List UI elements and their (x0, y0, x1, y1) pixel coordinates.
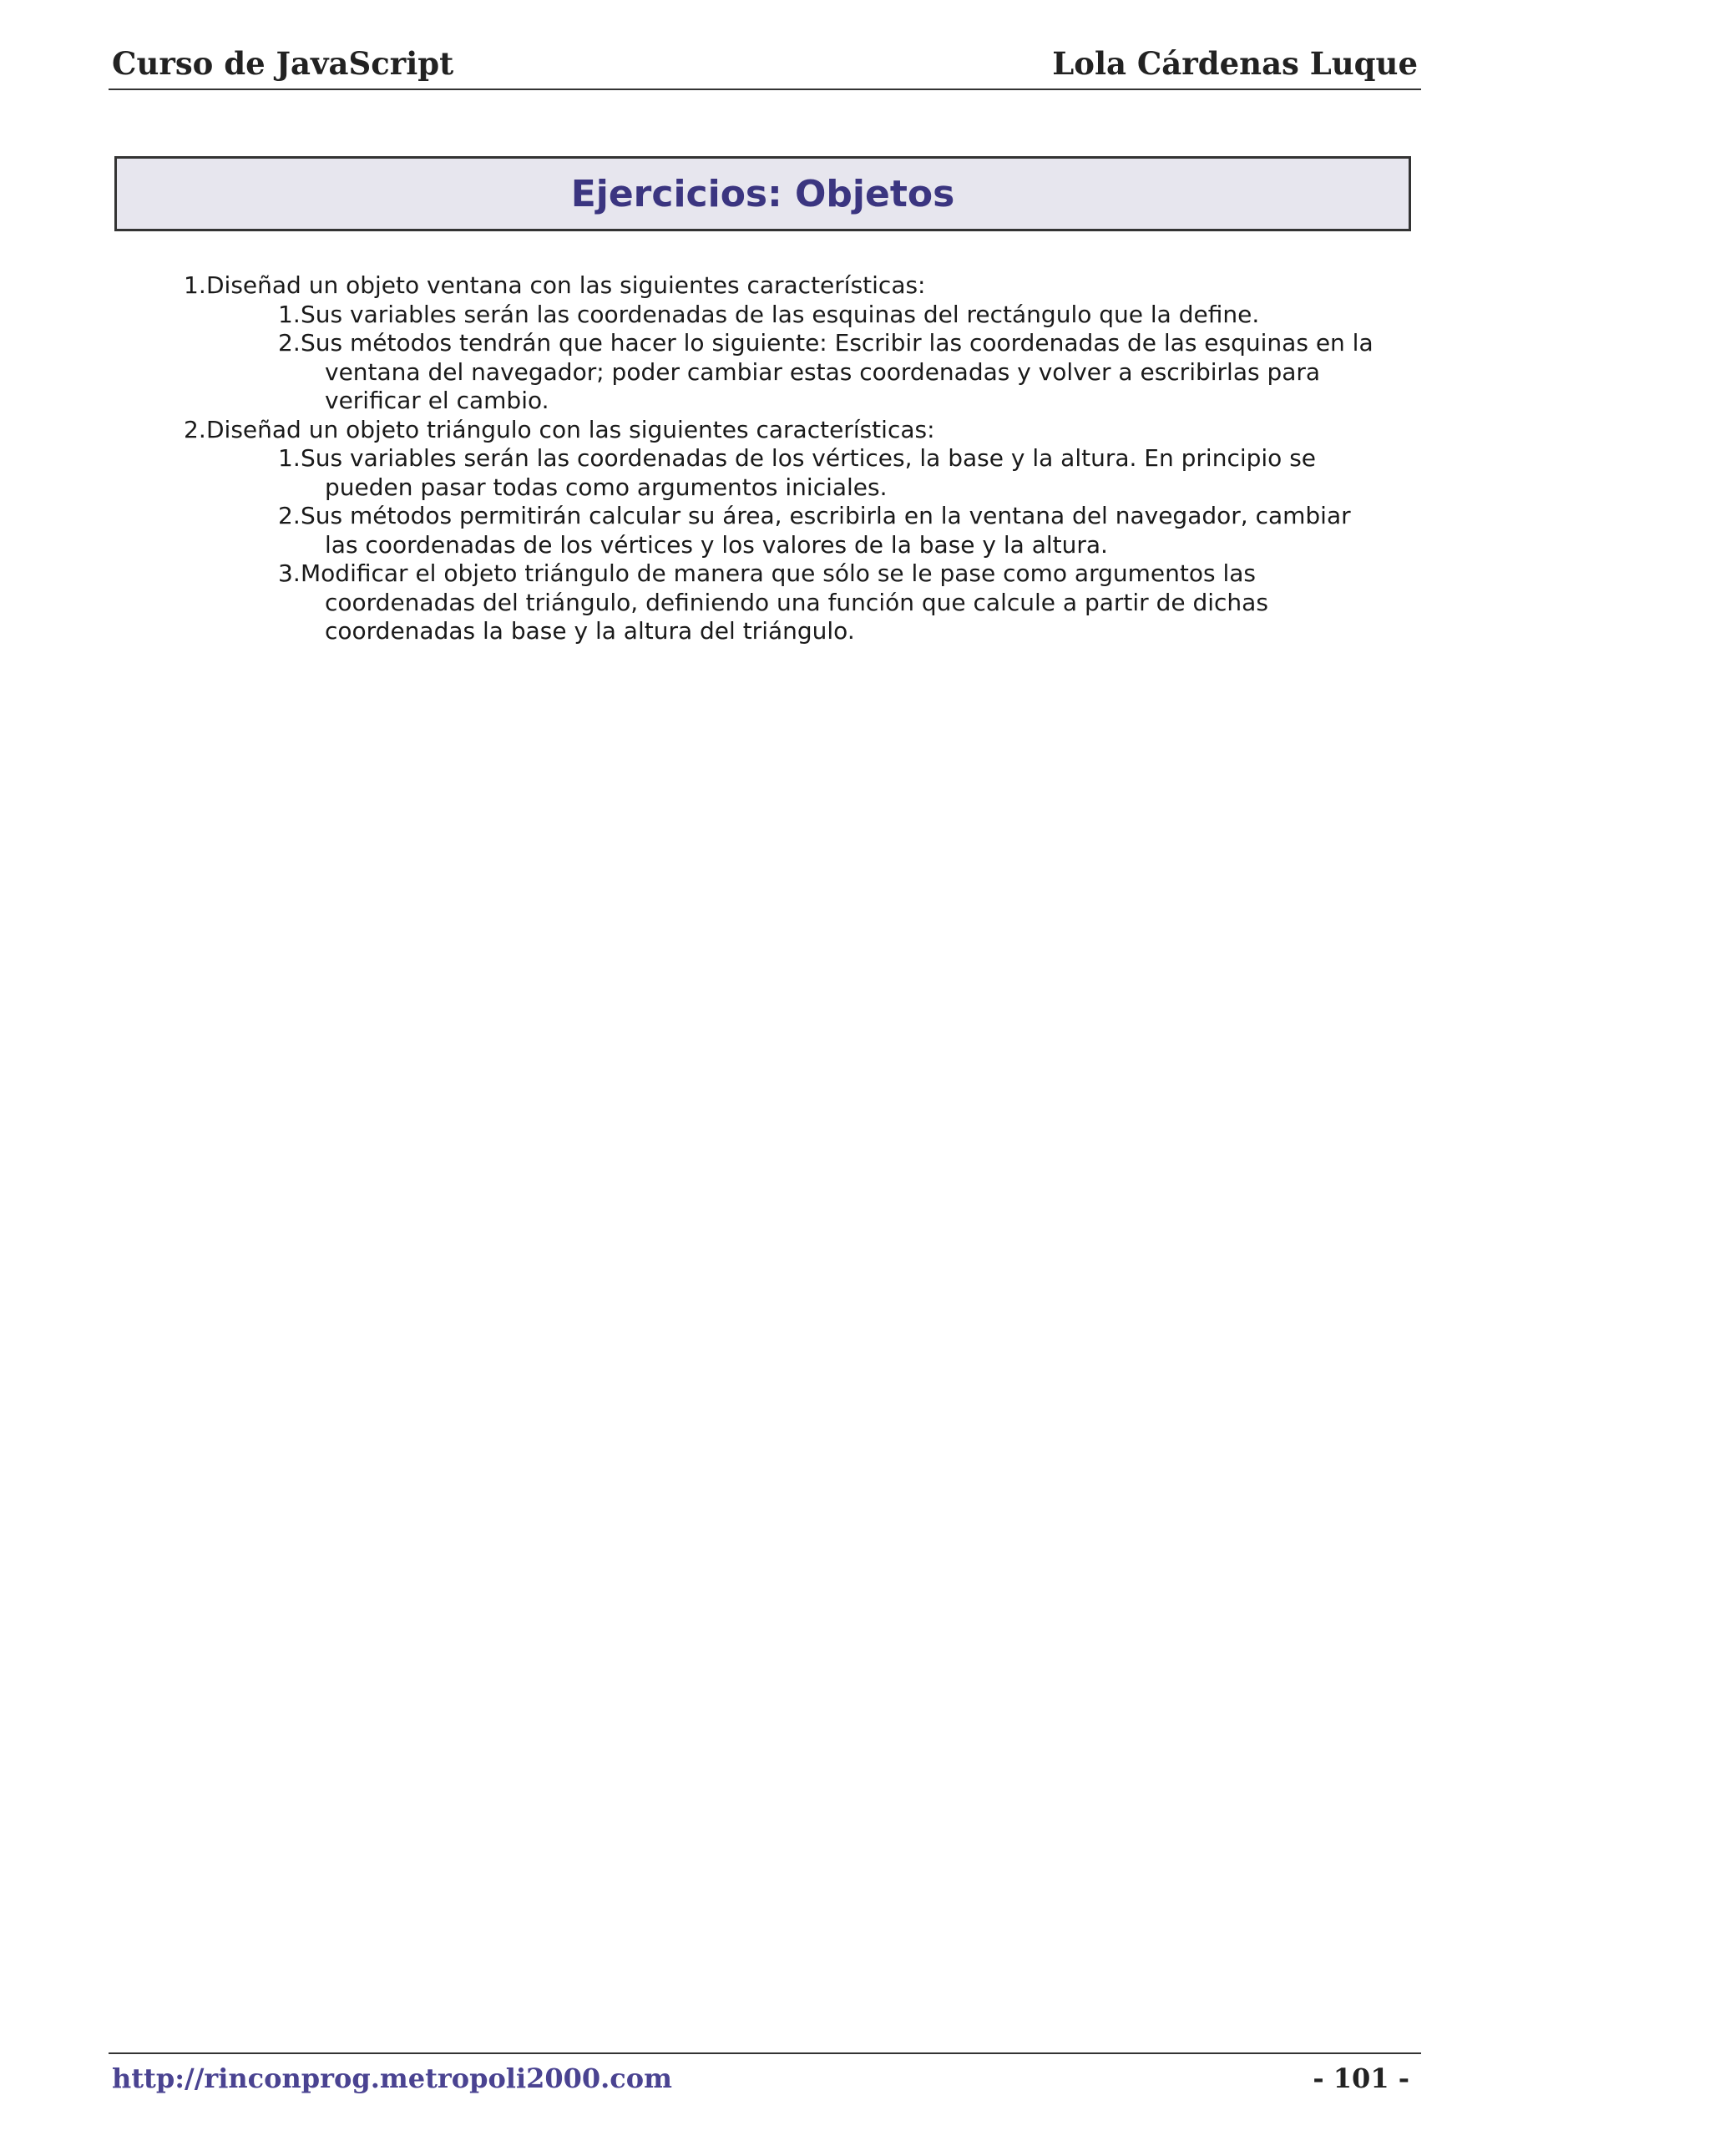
subitem-text-continued: las coordenadas de los vértices y los valores de la base y la altura. (325, 530, 1108, 559)
section-title-box (114, 156, 1411, 231)
subitem-text: Sus métodos permitirán calcular su área, escribirla en la ventana del navegador, cambiar (301, 502, 1351, 529)
exercise-number: 1. (184, 271, 206, 299)
exercise-subitem-2-1 (278, 444, 1419, 502)
subitem-text: Sus métodos tendrán que hacer lo siguiente: Escribir las coordenadas de las esquinas en la (301, 329, 1374, 357)
subitem-text-continued: pueden pasar todas como argumentos iniciales. (325, 473, 888, 501)
exercise-subitem-2-3 (278, 559, 1419, 646)
subitem-text-continued: coordenadas del triángulo, definiendo una función que calcule a partir de dichas (325, 588, 1268, 616)
exercise-item-2 (184, 416, 1419, 445)
subitem-number: 1. (278, 300, 301, 328)
page-header (109, 42, 1421, 90)
subitem-text-continued: verificar el cambio. (325, 387, 549, 414)
exercise-item-1 (184, 271, 1419, 301)
subitem-text: Modificar el objeto triángulo de manera que sólo se le pase como argumentos las (301, 559, 1256, 587)
subitem-text-continued: ventana del navegador; poder cambiar estas coordenadas y volver a escribirlas para (325, 357, 1321, 386)
section-title: Ejercicios: Objetos (570, 172, 955, 215)
subitem-number: 2. (278, 502, 301, 529)
exercise-text: Diseñad un objeto triángulo con las siguientes características: (206, 415, 935, 443)
subitem-text-continued: coordenadas la base y la altura del triángulo. (325, 617, 855, 645)
header-author: Lola Cárdenas Luque (1052, 45, 1418, 82)
header-course-title: Curso de JavaScript (112, 45, 454, 82)
exercise-subitem-1-2 (278, 329, 1419, 416)
page-footer (109, 2052, 1421, 2094)
exercise-list (184, 271, 1419, 646)
exercise-text: Diseñad un objeto ventana con las siguientes características: (206, 271, 926, 299)
subitem-number: 1. (278, 444, 301, 472)
exercise-subitem-1-1 (278, 301, 1419, 330)
page-number: - 101 - (1313, 2062, 1409, 2094)
subitem-number: 3. (278, 559, 301, 587)
subitem-text: Sus variables serán las coordenadas de los vértices, la base y la altura. En principio se (301, 444, 1317, 472)
exercise-subitem-2-2 (278, 502, 1419, 559)
footer-url-link[interactable]: http://rinconprog.metropoli2000.com (112, 2062, 672, 2094)
subitem-text: Sus variables serán las coordenadas de las esquinas del rectángulo que la define. (301, 300, 1260, 328)
exercise-number: 2. (184, 415, 206, 443)
subitem-number: 2. (278, 329, 301, 357)
